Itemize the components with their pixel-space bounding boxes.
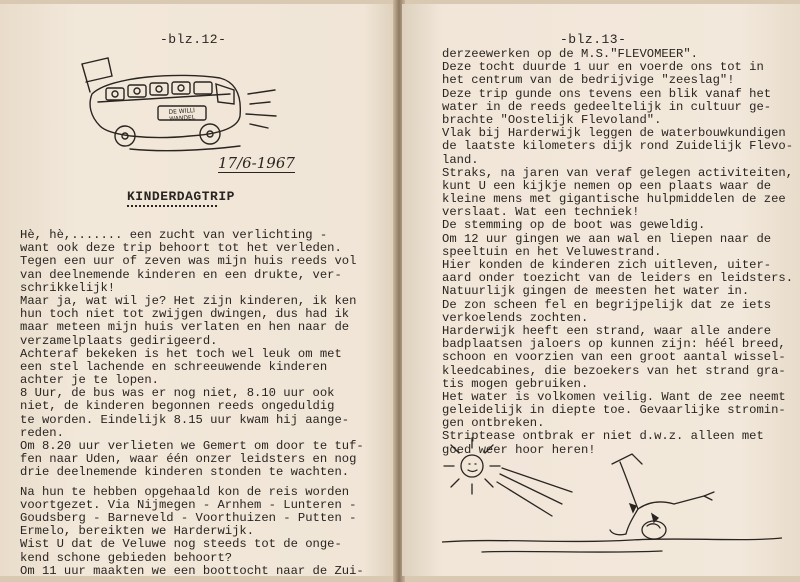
text-line: van deelnemende kinderen en een drukte, ver- (20, 267, 342, 282)
text-line: hun toch niet tot zwijgen dwingen, dus had ik (20, 307, 350, 322)
text-line: Na hun te hebben opgehaald kon de reis worden (20, 484, 350, 499)
text-line: niet, de kinderen begonnen reeds ongeduldig (20, 399, 335, 414)
text-line: De zon scheen fel en begrijpelijk dat ze iets (442, 297, 772, 312)
text-line: Om 11 uur maakten we een boottocht naar de Zui- (20, 563, 364, 578)
text-line: Striptease ontbrak er niet d.w.z. alleen met (442, 429, 764, 444)
left-text-block (20, 229, 364, 578)
article-heading: KINDERDAGTRIP (127, 189, 235, 204)
bus-drawing (70, 54, 280, 154)
text-line: Het water is volkomen veilig. Want de zee neemt (442, 389, 786, 404)
right-text-block (442, 48, 793, 457)
text-line: kend schone gebieden behoort? (20, 550, 233, 565)
text-line: te worden. Eindelijk 8.15 uur kwam hij aange- (20, 412, 350, 427)
text-line: Hè, hè,....... een zucht van verlichting - (20, 228, 328, 242)
text-line: land. (442, 152, 479, 167)
text-line: Maar ja, wat wil je? Het zijn kinderen, ik ken (20, 293, 357, 308)
text-line: de laatste kilometers dijk rond Zuidelijk Flevo- (442, 139, 794, 154)
text-line: schrikkelijk! (20, 280, 116, 295)
right-page (402, 4, 800, 576)
trip-date: 17/6-1967 (218, 154, 295, 172)
text-line: Deze tocht duurde 1 uur en voerde ons tot in (442, 60, 764, 75)
text-line: kleedcabines, die bezoekers van het strand gra- (442, 363, 786, 378)
text-line: fen naar Uden, waar één onzer leidsters en nog (20, 452, 357, 467)
page-number-13: -blz.13- (560, 32, 627, 47)
text-line: voortgezet. Via Nijmegen - Arnhem - Lunteren - (20, 497, 357, 512)
text-line: maar meteen mijn huis verlaten en hen naar de (20, 320, 350, 335)
text-line: kleine mens met gigantische hulpmiddelen de zee (442, 192, 786, 207)
text-line: aard onder toezicht van de leiders en leidsters. (442, 271, 794, 286)
text-line: derzeewerken op de M.S."FLEVOMEER". (442, 47, 698, 61)
text-line: drie deelnemende kinderen stonden te wachten. (20, 465, 350, 480)
heading-underline (127, 205, 217, 207)
text-line: brachte "Oostelijk Flevoland". (442, 112, 662, 127)
text-line: tis mogen gebruiken. (442, 376, 589, 391)
text-line: Straks, na jaren van veraf gelegen activiteiten, (442, 165, 794, 180)
text-line: badplaatsen jaloers op kunnen zijn: héél breed, (442, 337, 786, 352)
page-number-12: -blz.12- (160, 32, 227, 47)
text-line: Natuurlijk gingen de meesten het water in. (442, 284, 750, 299)
text-line: het centrum van de bedrijvige "zeeslag"! (442, 73, 735, 88)
text-line: Achteraf bekeken is het toch wel leuk om met (20, 346, 342, 361)
text-line: Hier konden de kinderen zich uitleven, uiter- (442, 258, 772, 272)
text-line: 8 Uur, de bus was er nog niet, 8.10 uur ook (20, 386, 335, 401)
left-page (0, 4, 396, 576)
text-line: schoon en voorzien van een groot aantal wissel- (442, 350, 786, 365)
text-line: kunt U een kijkje nemen op een plaats waar de (442, 178, 772, 193)
beach-sun-drawing (442, 434, 782, 559)
text-line: want ook deze trip behoort tot het verleden. (20, 241, 342, 256)
text-line: Wist U dat de Veluwe nog steeds tot de onge- (20, 537, 342, 552)
text-line: speeltuin en het Veluwestrand. (442, 244, 662, 259)
text-line: Ermelo, bereikten we Harderwijk. (20, 524, 255, 539)
text-line: Om 12 uur gingen we aan wal en liepen naar de (442, 231, 772, 246)
text-line: De stemming op de boot was geweldig. (442, 218, 706, 233)
text-line: Vlak bij Harderwijk leggen de waterbouwkundigen (442, 126, 786, 141)
text-line: Goudsberg - Barneveld - Voorthuizen - Putten - (20, 510, 357, 525)
text-line: goed weer hoor heren! (442, 442, 596, 457)
text-line: achter je te lopen. (20, 373, 159, 388)
text-line: water in de reeds gedeeltelijk in cultuur ge- (442, 99, 772, 114)
text-line: verslaat. Wat een techniek! (442, 205, 640, 220)
text-line: verzamelplaats gedirigeerd. (20, 333, 218, 348)
text-line: Om 8.20 uur verlieten we Gemert om door te tuf- (20, 439, 364, 453)
text-line: reden. (20, 425, 64, 440)
text-line: verkoelends zochten. (442, 310, 589, 325)
text-line: Harderwijk heeft een strand, waar alle andere (442, 323, 772, 338)
text-line: Deze trip gunde ons tevens een blik vanaf het (442, 86, 772, 101)
text-line: geleidelijk in diepte toe. Gevaarlijke stromin- (442, 403, 786, 418)
text-line: een stel lachende en schreeuwende kinderen (20, 359, 328, 374)
text-line: gen ontbreken. (442, 416, 545, 431)
text-line: Tegen een uur of zeven was mijn huis reeds vol (20, 254, 357, 269)
bus-sign-text: DE WILLI WANDEL (168, 107, 196, 123)
